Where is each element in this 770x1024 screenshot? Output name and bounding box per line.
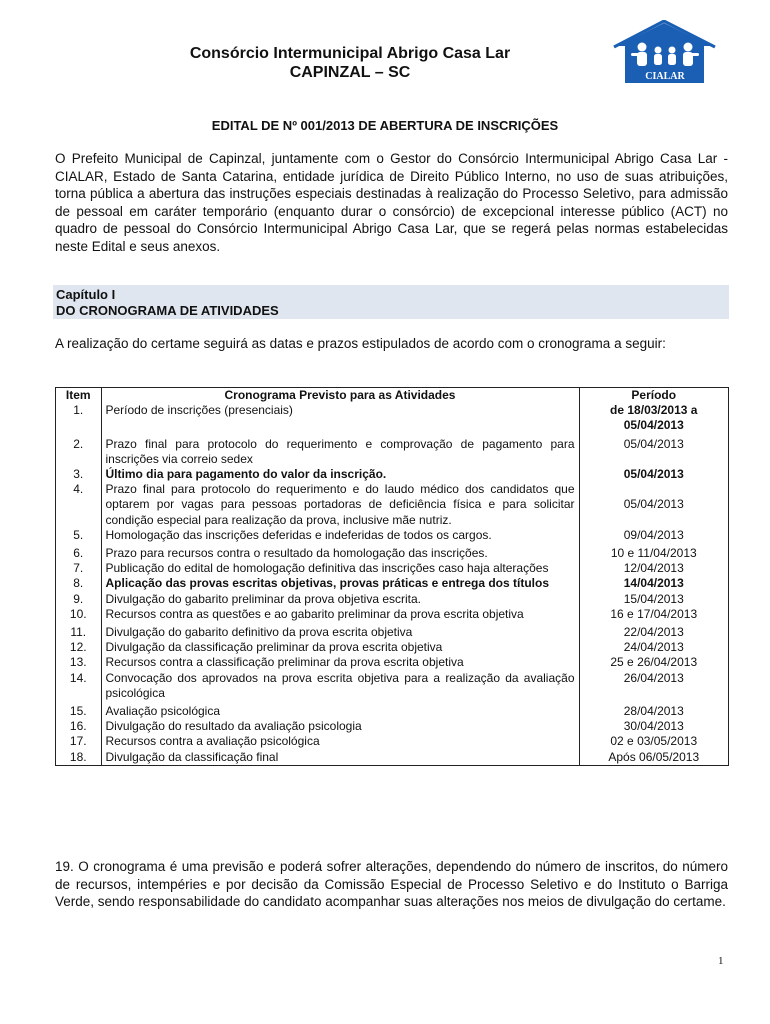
table-row	[56, 719, 728, 734]
row-item: 9.	[56, 592, 101, 607]
row-period: 22/04/2013	[623, 625, 684, 640]
row-item: 5.	[56, 528, 101, 543]
chapter-title: DO CRONOGRAMA DE ATIVIDADES	[56, 303, 279, 318]
row-activity: Período de inscrições (presenciais)	[101, 403, 579, 433]
row-item: 17.	[56, 734, 101, 749]
row-activity: Recursos contra a classificação preliminar da prova escrita objetiva	[101, 655, 579, 670]
row-period: 05/04/2013	[623, 497, 684, 512]
table-row	[56, 482, 728, 528]
table-row	[56, 750, 728, 765]
lead-paragraph: A realização do certame seguirá as datas e prazos estipulados de acordo com o cronograma a seguir:	[55, 336, 666, 351]
logo-text: CIALAR	[645, 71, 685, 82]
row-period: 05/04/2013	[623, 467, 684, 482]
row-item: 4.	[56, 482, 101, 528]
table-row	[56, 403, 728, 433]
table-row	[56, 640, 728, 655]
row-activity: Convocação dos aprovados na prova escrita objetiva para a realização da avaliação psicológica	[101, 671, 579, 701]
table-row	[56, 622, 728, 640]
row-activity: Divulgação do gabarito definitivo da prova escrita objetiva	[101, 622, 579, 640]
row-item: 13.	[56, 655, 101, 670]
row-period: 26/04/2013	[623, 670, 684, 685]
row-period: 30/04/2013	[623, 719, 684, 734]
row-item: 15.	[56, 701, 101, 719]
row-period: 28/04/2013	[623, 704, 684, 719]
table-row	[56, 592, 728, 607]
row-period: 09/04/2013	[623, 527, 684, 542]
table-row	[56, 467, 728, 482]
row-activity: Avaliação psicológica	[101, 701, 579, 719]
row-item: 7.	[56, 561, 101, 576]
row-period: 10 e 11/04/2013	[610, 546, 697, 561]
header-period: Período	[631, 388, 677, 402]
table-row	[56, 655, 728, 670]
row-activity: Prazo final para protocolo do requerimento e do laudo médico dos candidatos que optarem por vagas para pessoas portadoras de deficiência física e para solicitar condição especial para realização da prova, inclusive mãe nutriz.	[101, 482, 579, 528]
table-row	[56, 701, 728, 719]
row-item: 12.	[56, 640, 101, 655]
row-activity: Aplicação das provas escritas objetivas, provas práticas e entrega dos títulos	[101, 576, 579, 591]
row-item: 10.	[56, 607, 101, 622]
table-row	[56, 434, 728, 467]
header-title-line1: Consórcio Intermunicipal Abrigo Casa Lar	[189, 45, 511, 62]
table-row	[56, 528, 728, 543]
row-activity: Recursos contra as questões e ao gabarito preliminar da prova escrita objetiva	[101, 607, 579, 622]
table-row	[56, 607, 728, 622]
table-row	[56, 671, 728, 701]
edital-title: EDITAL DE Nº 001/2013 DE ABERTURA DE INSCRIÇÕES	[211, 118, 559, 133]
header-activities: Cronograma Previsto para as Atividades	[101, 388, 579, 403]
row-activity: Recursos contra a avaliação psicológica	[101, 734, 579, 749]
row-activity: Homologação das inscrições deferidas e indeferidas de todos os cargos.	[101, 528, 579, 543]
table-row	[56, 576, 728, 591]
row-period: Após 06/05/2013	[608, 749, 700, 764]
row-item: 18.	[56, 750, 101, 765]
row-activity: Divulgação do resultado da avaliação psicologia	[101, 719, 579, 734]
row-item: 16.	[56, 719, 101, 734]
header-title	[150, 44, 550, 82]
row-item: 6.	[56, 543, 101, 561]
cialar-logo	[612, 20, 717, 86]
row-period: 14/04/2013	[623, 576, 684, 591]
header-item: Item	[56, 388, 101, 403]
row-item: 8.	[56, 576, 101, 591]
row-period: 16 e 17/04/2013	[610, 606, 698, 621]
table-row	[56, 561, 728, 576]
chapter-label: Capítulo I	[56, 287, 116, 302]
row-activity: Prazo final para protocolo do requerimento e comprovação de pagamento para inscrições via correio sedex	[101, 434, 579, 467]
schedule-table	[55, 387, 729, 766]
row-item: 1.	[56, 403, 101, 433]
row-item: 2.	[56, 434, 101, 467]
row-period: de 18/03/2013 a 05/04/2013	[610, 403, 698, 433]
row-activity: Divulgação da classificação final	[101, 750, 579, 765]
row-period: 05/04/2013	[623, 436, 684, 451]
row-activity: Divulgação da classificação preliminar da prova escrita objetiva	[101, 640, 579, 655]
row-period: 25 e 26/04/2013	[610, 655, 698, 670]
row-item: 11.	[56, 622, 101, 640]
table-row	[56, 734, 728, 749]
row-period: 02 e 03/05/2013	[610, 734, 698, 749]
row-period: 12/04/2013	[623, 561, 684, 576]
schedule-note-paragraph: 19. O cronograma é uma previsão e poderá sofrer alterações, dependendo do número de inscritos, do número de recursos, intempéries e por decisão da Comissão Especial de Processo Seletivo e do Instituto o Barriga Verde, sendo responsabilidade do candidato acompanhar suas alterações nos meios de divulgação do certame.	[55, 859, 728, 910]
row-item: 3.	[56, 467, 101, 482]
row-activity: Último dia para pagamento do valor da inscrição.	[101, 467, 579, 482]
intro-paragraph: O Prefeito Municipal de Capinzal, juntamente com o Gestor do Consórcio Intermunicipal Abrigo Casa Lar - CIALAR, Estado de Santa Catarina, entidade jurídica de Direito Público Interno, no uso de suas atribuições, torna pública a abertura das instruções especiais destinadas à realização do Processo Seletivo, para admissão de pessoal em caráter temporário (enquanto durar o consórcio) de excepcional interesse público (ACT) no quadro de pessoal do Consórcio Intermunicipal Abrigo Casa Lar, que se regerá pelas normas estabelecidas neste Edital e seus anexos.	[55, 151, 728, 254]
chapter-heading	[53, 285, 729, 319]
row-period: 24/04/2013	[623, 640, 684, 655]
schedule-header-row	[56, 388, 728, 403]
header-title-line2: CAPINZAL – SC	[289, 64, 411, 81]
row-item: 14.	[56, 671, 101, 701]
row-activity: Publicação do edital de homologação definitiva das inscrições caso haja alterações	[101, 561, 579, 576]
table-row	[56, 543, 728, 561]
page-number: 1	[718, 955, 724, 967]
row-activity: Divulgação do gabarito preliminar da prova objetiva escrita.	[101, 592, 579, 607]
row-period: 15/04/2013	[623, 591, 684, 606]
row-activity: Prazo para recursos contra o resultado da homologação das inscrições.	[101, 543, 579, 561]
